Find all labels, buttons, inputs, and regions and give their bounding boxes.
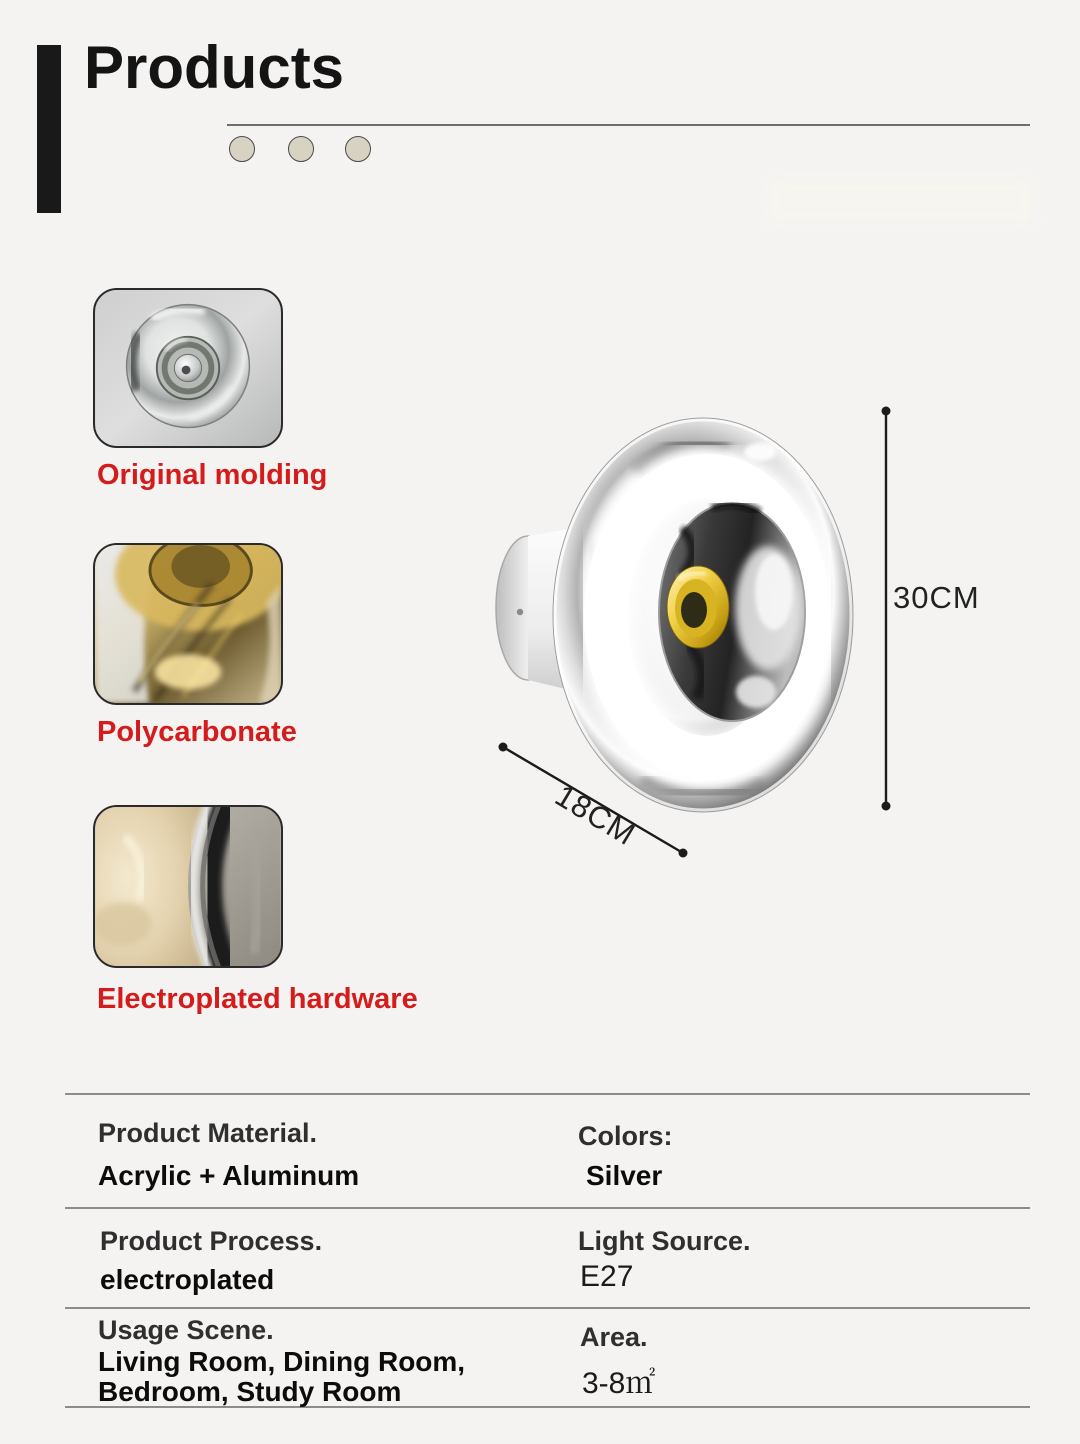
decor-dot-icon [288, 136, 314, 162]
feature-label: Polycarbonate [97, 716, 297, 748]
decor-dot-icon [229, 136, 255, 162]
feature-image-original-molding [93, 288, 283, 448]
faint-watermark [768, 178, 1034, 224]
spec-value-usage-scene-2: Bedroom, Study Room [98, 1376, 402, 1407]
title-accent-bar [37, 45, 61, 213]
amber-polycarbonate-photo [95, 545, 281, 703]
chrome-lamp-top-view-photo [95, 290, 281, 446]
lamp-gold-socket [667, 566, 729, 648]
decor-dot-icon [345, 136, 371, 162]
height-dimension-line [882, 407, 980, 811]
spec-label-material: Product Material. [98, 1118, 318, 1148]
glass-chrome-edge-photo [95, 807, 281, 966]
feature-label: Original molding [97, 459, 328, 491]
diameter-label: 18CM [549, 777, 642, 853]
spec-label-colors: Colors: [578, 1121, 673, 1151]
spec-value-process: electroplated [100, 1264, 275, 1295]
spec-value-colors: Silver [586, 1160, 663, 1191]
feature-image-electroplated-hardware [93, 805, 283, 968]
spec-divider [65, 1207, 1030, 1209]
spec-value-light-source: E27 [580, 1260, 634, 1293]
title-underline [227, 124, 1030, 126]
spec-label-area: Area. [580, 1322, 648, 1352]
spec-label-usage-scene: Usage Scene. [98, 1315, 274, 1345]
product-photo-wall-lamp [460, 380, 1005, 880]
spec-label-light-source: Light Source. [578, 1226, 751, 1256]
spec-divider [65, 1093, 1030, 1095]
feature-image-polycarbonate [93, 543, 283, 705]
height-label: 30CM [893, 580, 980, 615]
feature-label: Electroplated hardware [97, 983, 418, 1015]
spec-value-material: Acrylic + Aluminum [98, 1160, 360, 1191]
page-title: Products [84, 34, 345, 101]
spec-label-process: Product Process. [100, 1226, 323, 1256]
spec-value-area: 3-8㎡ [582, 1367, 656, 1400]
spec-value-usage-scene-1: Living Room, Dining Room, [98, 1346, 466, 1377]
spec-divider [65, 1307, 1030, 1309]
